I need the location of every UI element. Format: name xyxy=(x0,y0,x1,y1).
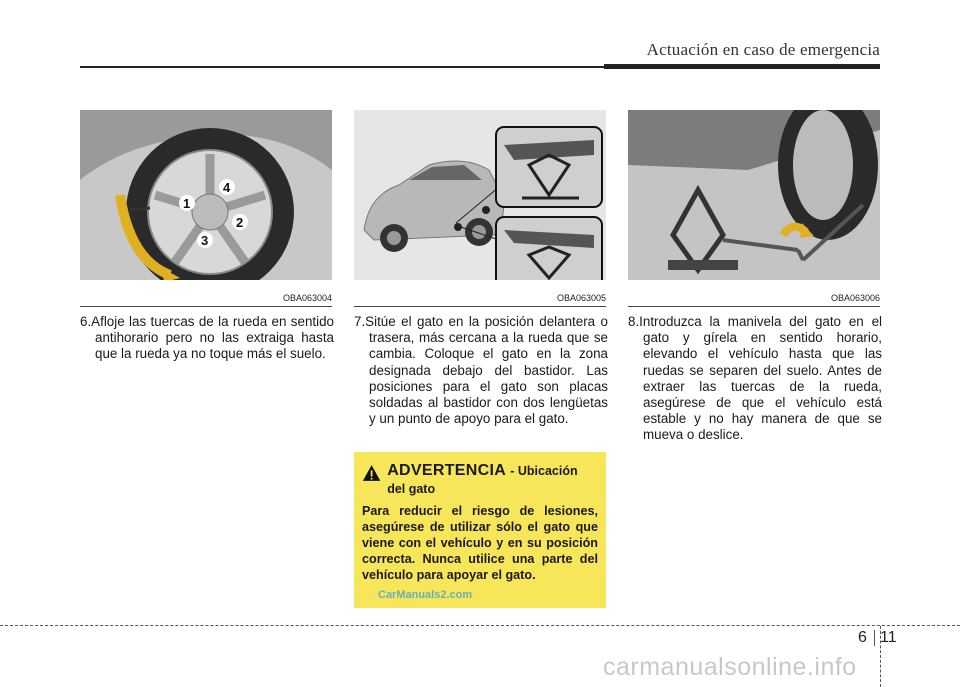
step-8 xyxy=(628,314,882,444)
wheel-illustration xyxy=(80,110,332,280)
warning-title xyxy=(387,462,598,498)
figure-code-2: OBA063005 xyxy=(556,293,606,303)
warning-label: ADVERTENCIA xyxy=(387,462,507,479)
figure-code-3: OBA063006 xyxy=(830,293,880,303)
wheel-label-3: 3 xyxy=(201,233,209,248)
step-text: Sitúe el gato en la posición delantera o trasera, más cercana a la rueda que se cambia. Coloque el gato en la zona designada debajo del bastidor. Las posiciones para el gato son placas soldadas al bastidor con dos lengüetas y un punto de apoyo para el gato. xyxy=(365,314,608,427)
footer-site-watermark: carmanualsonline.info xyxy=(603,653,857,681)
step-number: 7. xyxy=(354,314,366,329)
step-text: Afloje las tuercas de la rueda en sentido antihorario pero no las extraiga hasta que la rueda ya no toque más el suelo. xyxy=(91,314,334,362)
step-number: 6. xyxy=(80,314,92,329)
step-7 xyxy=(354,314,608,427)
figure-jack-positions xyxy=(354,110,606,280)
header-rule-accent xyxy=(604,64,880,69)
figure-code-rule-1 xyxy=(80,306,332,307)
wheel-label-1: 1 xyxy=(183,196,191,211)
figure-code-rule-3 xyxy=(628,306,880,307)
figure-jack-handle xyxy=(628,110,880,280)
wheel-label-2: 2 xyxy=(236,215,244,230)
warning-subtitle: - Ubicación del gato xyxy=(387,464,578,496)
step-text: Introduzca la manivela del gato en el gato y gírela en sentido horario, elevando el vehículo hasta que las ruedas se separen del suelo. Antes de extraer las tuercas de la rueda, asegúrese de que el vehículo está estable y no hay manera de que se mueva o deslice. xyxy=(639,314,882,443)
watermark-text: CarManuals2.com xyxy=(378,589,473,601)
figure-code-1: OBA063004 xyxy=(282,293,332,303)
jack-handle-illustration xyxy=(628,110,880,280)
step-number: 8. xyxy=(628,314,640,329)
step-6 xyxy=(80,314,334,363)
footer-rule xyxy=(0,625,960,626)
warning-body: Para reducir el riesgo de lesiones, asegúrese de utilizar sólo el gato que viene con el vehículo y en su posición correcta. Nunca utilice una parte del vehículo para apoyar el gato. xyxy=(362,504,598,582)
figure-wheel-lug-nuts xyxy=(80,110,332,280)
warning-box xyxy=(354,452,606,608)
chapter-number: 6 xyxy=(858,629,867,646)
page-header-title: Actuación en caso de emergencia xyxy=(646,40,880,59)
warning-triangle-icon xyxy=(362,463,381,483)
page-separator xyxy=(874,630,875,646)
figure-code-rule-2 xyxy=(354,306,606,307)
jack-position-illustration xyxy=(354,110,606,280)
wheel-label-4: 4 xyxy=(223,180,231,195)
page-number: 11 xyxy=(880,629,897,646)
